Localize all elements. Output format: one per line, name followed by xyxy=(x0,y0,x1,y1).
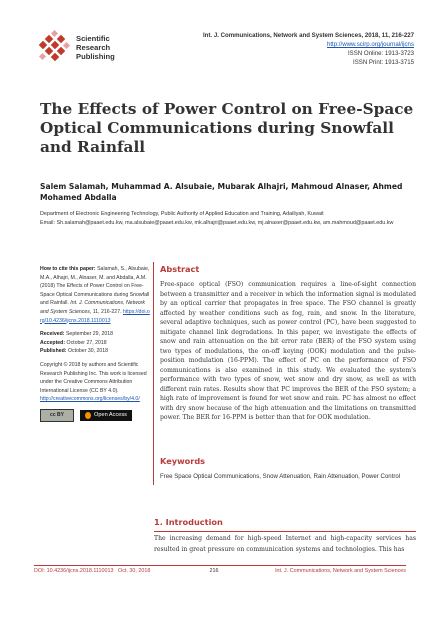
abstract-heading: Abstract xyxy=(160,264,200,274)
journal-url-link[interactable]: http://www.scirp.org/journal/ijcns xyxy=(326,41,414,48)
introduction-heading: 1. Introduction xyxy=(154,517,223,527)
accepted-label: Accepted: xyxy=(40,339,66,346)
copyright-text: Copyright © 2018 by authors and Scientific Research Publishing Inc. This work is licensed under the Creative Commons Attribution International License (CC BY 4.0). xyxy=(40,361,147,394)
journal-citation: Int. J. Communications, Network and System Sciences, 2018, 11, 216-227 xyxy=(202,32,414,39)
cc-by-badge[interactable]: cc BY xyxy=(40,409,74,422)
cite-text: Salamah, S., Alsubaie, M.A., Alhajri, M., Alnaser, M. and Abdalla, A.M. (2018) The Effects of Power Control on Free-Space Optical Communications during Snowfall and Rainfall. xyxy=(40,266,150,307)
publisher-name-line: Publishing xyxy=(76,52,115,61)
published-date: October 30, 2018 xyxy=(67,348,109,355)
open-access-lock-icon xyxy=(85,412,91,419)
license-badges xyxy=(40,409,150,422)
page-footer xyxy=(34,568,406,574)
cite-volume: , 11, 216-227. xyxy=(89,308,122,315)
cite-label: How to cite this paper: xyxy=(40,266,96,272)
issn-print: ISSN Print: 1913-3715 xyxy=(353,59,414,66)
footer-journal: Int. J. Communications, Network and System Sciences xyxy=(275,568,406,574)
citation-info xyxy=(40,265,150,325)
open-access-label: Open Access xyxy=(94,412,127,419)
keywords-text: Free Space Optical Communications, Snow Attenuation, Rain Attenuation, Power Control xyxy=(160,473,401,480)
affiliation-block xyxy=(40,210,420,228)
journal-info xyxy=(154,31,414,67)
footer-doi: DOI: 10.4236/ijcns.2018.1110013 xyxy=(34,568,114,574)
published-label: Published: xyxy=(40,348,67,355)
abstract-text: Free-space optical (FSO) communication requires a line-of-sight connection between a transmitter and a receiver in which the information signal is modulated by an optical carrier that propagates in free space. The FSO channel is greatly affected by weather conditions such as fog, rain, and snow. In the literature, several adaptive techniques, such as power control (PC), have been suggested to mitigate channel link degradations. In this paper, we investigate the effects of snow and rain attenuation on the bit error rate (BER) of the FSO system using two types of modulations, the on-off keying (OOK) modulation and the pulse-position modulation (16-PPM). The effect of PC on the performance of FSO communications is also examined in this study. We evaluated the system's performance with two types of snow, wet snow and dry snow, as well as with different rain rates. Results show that PC improves the BER of the FSO system; a high rate of improvement is found for wet snow and rain. PC has almost no effect with dry snow because of the high attenuation and the limitations on transmitted power. The BER for 16-PPM is better than that for OOK modulation. xyxy=(160,281,416,421)
article-sidebar xyxy=(40,265,150,422)
sidebar-divider xyxy=(153,262,154,485)
issn-online: ISSN Online: 1913-3723 xyxy=(347,50,414,57)
page-number: 216 xyxy=(209,568,219,574)
copyright-block xyxy=(40,361,150,404)
affiliation: Department of Electronic Engineering Technology, Public Authority of Applied Education and Training, Adailiyah, Kuwait xyxy=(40,211,324,217)
doi-link[interactable]: https://doi.org/10.4236/ijcns.2018.1110013 xyxy=(40,308,150,324)
publisher-name xyxy=(76,34,115,61)
footer-date: Oct. 30, 2018 xyxy=(118,568,151,574)
dates-block xyxy=(40,330,150,356)
footer-rule xyxy=(34,565,406,566)
publisher-name-line: Scientific xyxy=(76,34,110,43)
introduction-rule xyxy=(154,531,416,532)
received-label: Received: xyxy=(40,331,65,338)
paper-title: The Effects of Power Control on Free-Space Optical Communications during Snowfall and Rainfall xyxy=(40,100,414,156)
email-list: Email: Sh.salamah@paaet.edu.kw, ma.alsubaie@paaet.edu.kw, mk.alhajri@paaet.edu.kw, mj.alnaser@paaet.edu.kw, am.mahmoud@paaet.edu.kw xyxy=(40,219,394,226)
cite-journal: Int. J. Communications, Network and System Sciences xyxy=(40,300,145,315)
introduction-text: The increasing demand for high-speed Internet and high-capacity services has resulted in great pressure on communication systems and technologies. This has xyxy=(154,535,416,553)
srp-logo-icon xyxy=(36,30,72,66)
accepted-date: October 27, 2018 xyxy=(66,339,107,346)
received-date: September 29, 2018 xyxy=(65,331,113,338)
license-link[interactable]: http://creativecommons.org/licenses/by/4.0/ xyxy=(40,396,140,403)
keywords-heading: Keywords xyxy=(160,456,206,466)
publisher-name-line: Research xyxy=(76,43,111,52)
open-access-badge[interactable] xyxy=(80,410,132,421)
author-list: Salem Salamah, Muhammad A. Alsubaie, Mubarak Alhajri, Mahmoud Alnaser, Ahmed Mohamed Abdalla xyxy=(40,182,403,202)
